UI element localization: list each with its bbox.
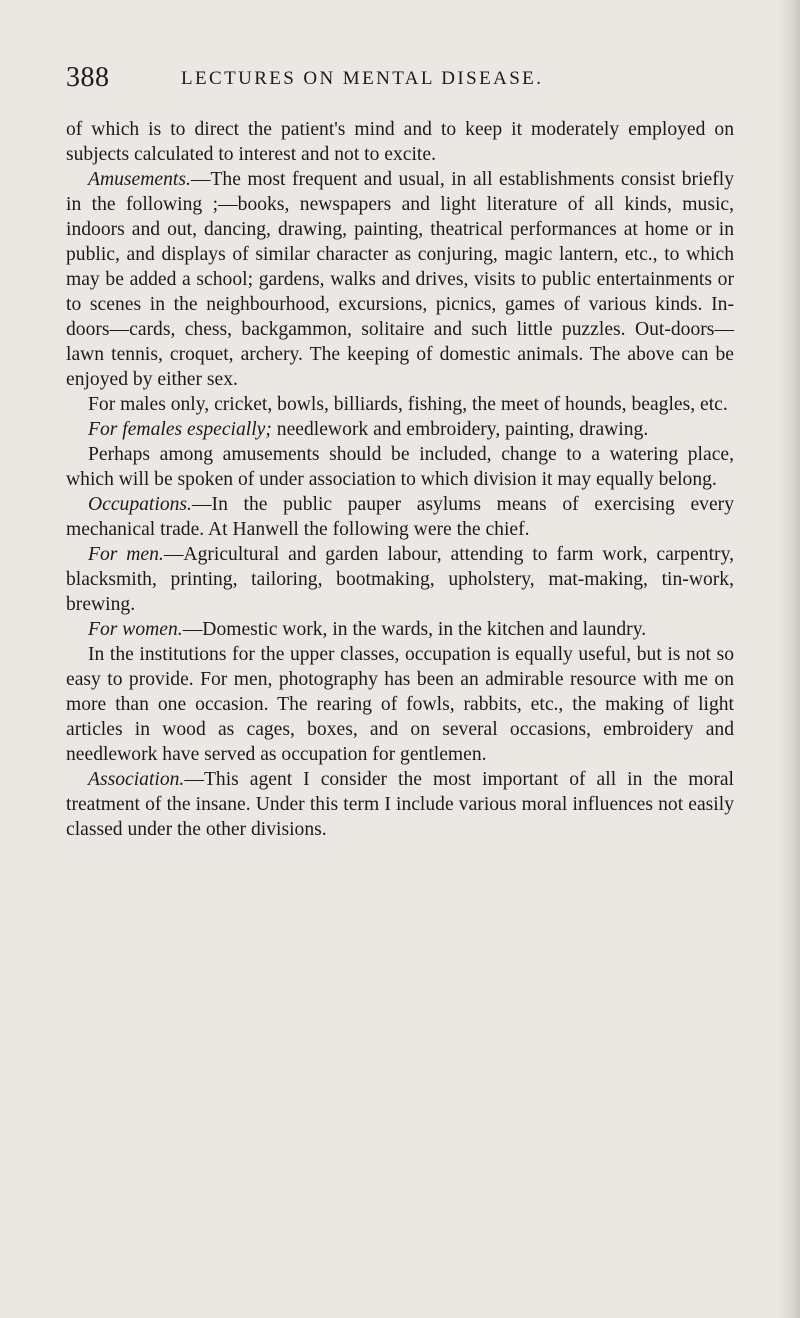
subheading-females: For females especially; <box>88 419 272 440</box>
section-heading-amusements: Amusements. <box>88 169 191 190</box>
paragraph-occupations <box>66 492 734 542</box>
page-edge-shadow <box>778 0 800 1318</box>
paragraph-text: Perhaps among amusements should be included, change to a watering place, which will be spoken of under association to which division it may equally belong. <box>66 444 734 490</box>
paragraph-text: For males only, cricket, bowls, billiards, fishing, the meet of hounds, beagles, etc. <box>88 394 728 415</box>
page-number: 388 <box>66 62 110 93</box>
paragraph-females <box>66 417 734 442</box>
paragraph-association <box>66 767 734 842</box>
paragraph-text: —The most frequent and usual, in all establishments consist briefly in the following ;—books, newspapers and light literature of all kinds, music, indoors and out, dancing, drawing, painting, theatrical performances at home or in public, and displays of similar character as conjuring, magic lantern, etc., to which may be added a school; gardens, walks and drives, visits to public entertainments or to scenes in the neighbourhood, excursions, picnics, games of various kinds. In-doors—cards, chess, backgammon, solitaire and such little puzzles. Out-doors—lawn tennis, croquet, archery. The keeping of domestic animals. The above can be enjoyed by either sex. <box>66 169 734 390</box>
paragraph-text: needlework and embroidery, painting, drawing. <box>271 419 649 440</box>
paragraph-for-women <box>66 617 734 642</box>
paragraph-text: In the institutions for the upper classes, occupation is equally useful, but is not so easy to provide. For men, photography has been an admirable resource with me on more than one occasion. The rearing of fowls, rabbits, etc., the making of light articles in wood as cages, boxes, and on several occasions, embroidery and needlework have served as occupation for gentlemen. <box>66 644 734 765</box>
section-heading-association: Association. <box>88 769 185 790</box>
body-text <box>66 117 734 842</box>
running-head <box>66 62 732 102</box>
section-heading-occupations: Occupations. <box>88 494 192 515</box>
running-title: LECTURES ON MENTAL DISEASE. <box>181 68 544 89</box>
paragraph-text: —Domestic work, in the wards, in the kitchen and laundry. <box>182 619 647 640</box>
subheading-for-women: For women. <box>88 619 183 640</box>
paragraph-upper-classes <box>66 642 734 767</box>
paragraph-watering-place <box>66 442 734 492</box>
paragraph-intro <box>66 117 734 167</box>
paragraph-text: —Agricultural and garden labour, attending to farm work, carpentry, blacksmith, printing, tailoring, bootmaking, upholstery, mat-making, tin-work, brewing. <box>66 544 734 615</box>
paragraph-text: —This agent I consider the most important of all in the moral treatment of the insane. Under this term I include various moral influences not easily classed under the other divisions. <box>66 769 734 840</box>
paragraph-for-men <box>66 542 734 617</box>
paragraph-amusements <box>66 167 734 392</box>
paragraph-text: —In the public pauper asylums means of exercising every mechanical trade. At Hanwell the following were the chief. <box>66 494 734 540</box>
paragraph-males <box>66 392 734 417</box>
paragraph-text: of which is to direct the patient's mind and to keep it moderately employed on subjects calculated to interest and not to excite. <box>66 119 734 165</box>
subheading-for-men: For men. <box>88 544 164 565</box>
